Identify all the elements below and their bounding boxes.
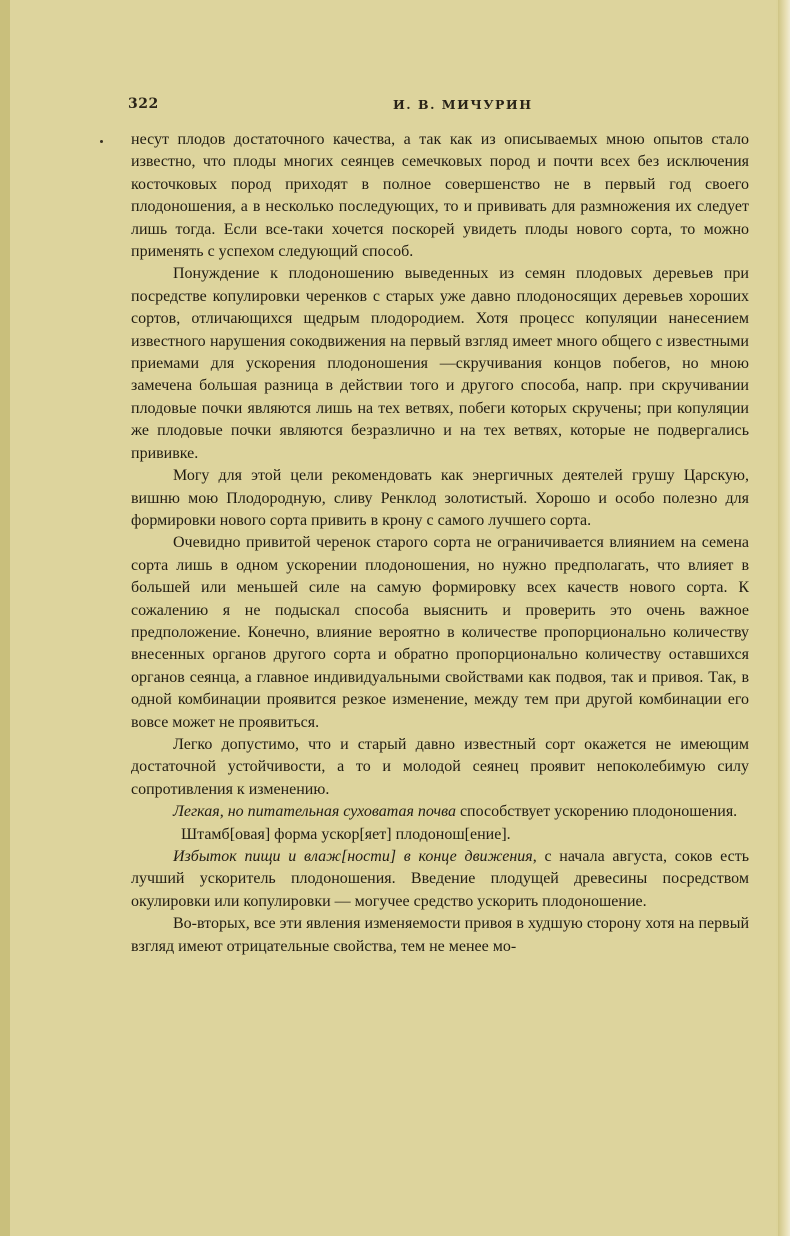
- paragraph-4: Очевидно привитой черенок старого сорта не ограничивается влиянием на семена сорта лишь в одном ускорении плодоношения, но нужно предполагать, что влияет в большей или меньшей силе на самую формировку всех качеств нового сорта. К сожалению я не подыскал способа выяснить и проверить это очень важное предположение. Конечно, влияние вероятно в количестве пропорционально количеству внесенных органов другого сорта и обратно пропорционально количеству оставшихся органов сеянца, а главное индивидуальными свойствами как подвоя, так и привоя. Так, в одной комбинации проявится резкое изменение, между тем при другой комбинации его вовсе может не проявиться.: [131, 534, 749, 731]
- paragraph-6: [131, 801, 749, 823]
- paragraph-8-rest: , с начала августа, соков есть лучший ускоритель плодоношения. Введение плодущей древесины посредством окулировки или копулировки — могучее средство ускорить плодоношение.: [131, 848, 749, 910]
- page-number: 322: [128, 96, 159, 112]
- scan-edge-left: [0, 0, 10, 1236]
- paragraph-3: Могу для этой цели рекомендовать как энергичных деятелей грушу Царскую, вишню мою Плодородную, сливу Ренклод золотистый. Хорошо и особо полезно для формировки нового сорта привить в крону с самого лучшего сорта.: [131, 467, 749, 529]
- paragraph-7: Штамб[овая] форма ускор[яет] плодонош[ение].: [181, 825, 511, 843]
- paragraph-1: несут плодов достаточного качества, а так как из описываемых мною опытов стало известно, что плоды многих сеянцев семечковых пород и почти всех без исключения косточковых пород приходят в полное совершенство не в первый год своего плодоношения, а в несколько последующих, то и прививать для размножения их следует лишь тогда. Если все-таки хочется поскорей увидеть плоды нового сорта, то можно применять с успехом следующий способ.: [131, 131, 749, 261]
- paragraph-9: Во-вторых, все эти явления изменяемости привоя в худшую сторону хотя на первый взгляд имеют отрицательные свойства, тем не менее мо-: [131, 915, 749, 955]
- page-header: [128, 96, 748, 114]
- body-text: [131, 129, 749, 958]
- running-head: И. В. МИЧУРИН: [393, 97, 533, 112]
- paragraph-5: Легко допустимо, что и старый давно известный сорт окажется не имеющим достаточной устойчивости, а то и молодой сеянец проявит непоколебимую силу сопротивления к изменению.: [131, 735, 749, 798]
- paragraph-6-rest: способствует ускорению плодоношения.: [455, 803, 738, 821]
- paragraph-8-italic: Избыток пищи и влаж[ности] в конце движения: [173, 848, 533, 865]
- margin-dot: [100, 140, 103, 143]
- scan-edge-right: [778, 0, 790, 1236]
- paragraph-8: [131, 846, 749, 913]
- paragraph-2: Понуждение к плодоношению выведенных из семян плодовых деревьев при посредстве копулировки черенков с старых уже давно плодоносящих деревьев хороших сортов, отличающихся щедрым плодородием. Хотя процесс копуляции нанесением известного нарушения сокодвижения на первый взгляд имеет много общего с известными приемами для ускорения плодоношения —скручивания концов побегов, но мною замечена большая разница в действии того и другого способа, напр. при скручивании плодовые почки являются лишь на тех ветвях, побеги которых скручены; при копуляции же плодовые почки являются безразлично и на тех ветвях, которые не подвергались прививке.: [131, 265, 749, 462]
- paragraph-6-italic: Легкая, но питательная суховатая почва: [173, 803, 456, 821]
